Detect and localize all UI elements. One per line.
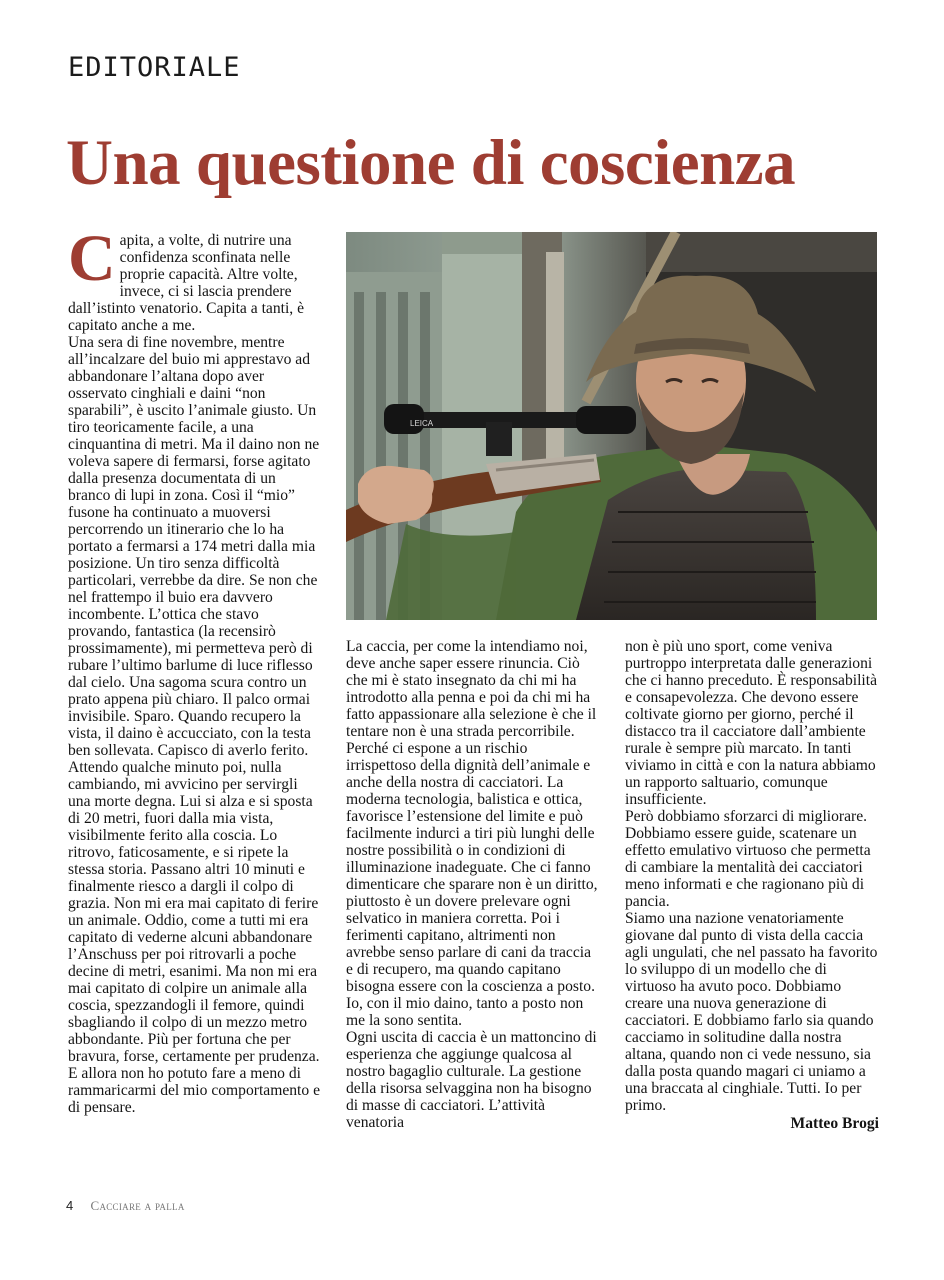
paragraph: La caccia, per come la intendiamo noi, deve anche saper essere rinuncia. Ciò che mi è stato insegnato da chi mi ha introdotto alla penna e poi da chi mi ha fatto appassionare alla selezione è che il tentare non è una strada percorribile. Perché ci espone a un rischio irrispettoso della dignità dell’animale e anche della nostra di cacciatori. La moderna tecnologia, balistica e ottica, favorisce l’estensione del limite e può facilmente indurci a tiri più lunghi delle nostre possibilità o in condizioni di illuminazione inadeguate. Che ci fanno dimenticare che sparare non è un diritto, piuttosto è un dovere prelevare ogni selvatico in maniera corretta. Poi i ferimenti capitano, altrimenti non avrebbe senso parlare di cani da traccia e di recupero, ma quando capitano bisogna essere con la coscienza a posto. Io, con il mio daino, tanto a posto non me la sono sentita. [346,638,598,1029]
paragraph: Siamo una nazione venatoriamente giovane dal punto di vista della caccia agli ungulati, che nel passato ha favorito lo sviluppo di un modello che di virtuoso ha avuto poco. Dobbiamo creare una nuova generazione di cacciatori. E dobbiamo farlo sia quando cacciamo in solitudine dalla nostra altana, quando non ci vede nessuno, sia dalla posta quando magari ci uniamo a una braccata al cinghiale. Tutti. Io per primo. [625,910,878,1114]
paragraph: Una sera di fine novembre, mentre all’incalzare del buio mi apprestavo ad abbandonare l’altana dopo aver osservato cinghiali e daini “non sparabili”, è uscito l’animale giusto. Un tiro teoricamente facile, a una cinquantina di metri. Ma il daino non ne voleva sapere di fermarsi, forse agitato dalla presenza documentata di un branco di lupi in zona. Così il “mio” fusone ha continuato a muoversi percorrendo un itinerario che lo ha portato a fermarsi a 174 metri dalla mia posizione. Un tiro senza difficoltà particolari, verrebbe da dire. Se non che nel frattempo il buio era davvero incombente. L’ottica che stavo provando, fantastica (la recensirò prossimamente), mi permetteva però di rubare l’ultimo barlume di luce riflesso dal cielo. Una sagoma scura contro un prato appena più chiaro. Il palco ormai invisibile. Sparo. Quando recupero la vista, il daino è accucciato, con la testa ben sollevata. Capisco di averlo ferito. Attendo qualche minuto poi, nulla cambiando, mi avvicino per servirgli una morte degna. Lui si alza e si sposta di 20 metri, fuori dalla mia vista, visibilmente ferito alla coscia. Lo ritrovo, faticosamente, e si ripete la stessa storia. Passano altri 10 minuti e finalmente riesco a dargli il colpo di grazia. Non mi era mai capitato di ferire un animale. Oddio, come a tutti mi era capitato di vederne alcuni abbandonare l’Anschuss per poi ritrovarli a poche decine di metri, esanimi. Ma non mi era mai capitato di colpire un animale alla coscia, spezzandogli il femore, quindi sbagliando il colpo di un mezzo metro abbondante. Più per fortuna che per bravura, forse, certamente per prudenza. E allora non ho potuto fare a meno di rammaricarmi del mio comportamento e di pensare. [68,334,321,1116]
author-photo [346,232,877,620]
section-label: EDITORIALE [68,52,241,83]
paragraph: Però dobbiamo sforzarci di migliorare. Dobbiamo essere guide, scatenare un effetto emulativo virtuoso che permetta di cambiare la mentalità dei cacciatori meno informati e che ragionano più di pancia. [625,808,871,910]
column-2 [346,638,598,1131]
column-3 [625,638,879,1132]
author-signature: Matteo Brogi [790,1115,879,1132]
paragraph-text: apita, a volte, di nutrire una confidenza sconfinata nelle proprie capacità. Altre volte, invece, ci si lascia prendere dall’istinto venatorio. Capita a tanti, è capitato anche a me. [68,232,305,334]
column-1 [68,222,321,1116]
scope-brand-label: LEICA [410,419,434,428]
paragraph [68,222,320,334]
paragraph: non è più uno sport, come veniva purtroppo interpretata dalle generazioni che ci hanno preceduto. È responsabilità e consapevolezza. Che devono essere coltivate giorno per giorno, perché il distacco tra il cacciatore dall’ambiente rurale è sempre più marcato. In tanti viviamo in città e con la natura abbiamo un rapporto saltuario, comunque insufficiente. [625,638,878,808]
page-footer [66,1198,185,1214]
paragraph: Ogni uscita di caccia è un mattoncino di esperienza che aggiunge qualcosa al nostro bagaglio culturale. La gestione della risorsa selvaggina non ha bisogno di masse di cacciatori. L’attività venatoria [346,1029,597,1131]
page-number: 4 [66,1198,74,1213]
drop-cap: C [68,222,116,295]
magazine-name: Cacciare a palla [90,1198,185,1213]
article-title: Una questione di coscienza [66,127,796,199]
